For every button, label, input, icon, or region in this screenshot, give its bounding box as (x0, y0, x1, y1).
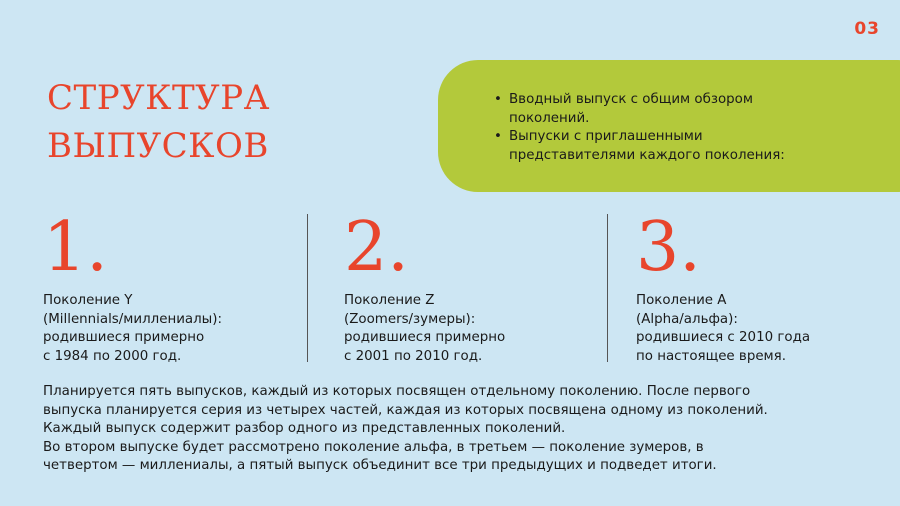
column-number: 1. (43, 208, 108, 287)
column-line: (Millennials/миллениалы): (43, 311, 222, 327)
column-line: (Zoomers/зумеры): (344, 311, 476, 327)
column-line: с 2001 по 2010 год. (344, 348, 483, 364)
page-number: 03 (854, 19, 880, 39)
highlight-list (494, 91, 824, 165)
column-line: с 1984 по 2000 год. (43, 348, 182, 364)
column-divider (607, 214, 608, 362)
column-number: 3. (636, 208, 701, 287)
summary-line: Во втором выпуске будет рассмотрено поколение альфа, в третьем — поколение зумеров, в (43, 439, 704, 455)
column-line: Поколение Y (43, 293, 133, 308)
column-line: Поколение A (636, 293, 727, 308)
column-line: Поколение Z (344, 293, 435, 308)
summary-line: Каждый выпуск содержит разбор одного из представленных поколений. (43, 421, 566, 436)
column-description (43, 292, 293, 366)
column-description (344, 292, 594, 366)
summary-paragraph (43, 383, 883, 476)
summary-line: Планируется пять выпусков, каждый из которых посвящен отдельному поколению. После первого (43, 384, 751, 399)
page-title-line-1: СТРУКТУРА (47, 78, 270, 118)
column-line: родившиеся примерно (43, 330, 205, 345)
generation-column-y (43, 208, 293, 366)
summary-line: выпуска планируется серия из четырех частей, каждая из которых посвящена одному из поколений. (43, 402, 768, 418)
generation-column-z (344, 208, 594, 366)
column-line: родившиеся с 2010 года (636, 330, 811, 345)
column-line: (Alpha/альфа): (636, 311, 738, 327)
column-description (636, 292, 886, 366)
generation-column-alpha (636, 208, 886, 366)
column-line: по настоящее время. (636, 348, 786, 364)
page-title (47, 74, 377, 170)
column-number: 2. (344, 208, 409, 287)
highlight-bullet: • Вводный выпуск с общим обзором поколений. (494, 91, 824, 128)
highlight-bullet: • Выпуски с приглашенными представителями каждого поколения: (494, 128, 824, 165)
summary-line: четвертом — миллениалы, а пятый выпуск объединит все три предыдущих и подведет итоги. (43, 458, 717, 473)
page-title-line-2: ВЫПУСКОВ (47, 126, 269, 166)
column-line: родившиеся примерно (344, 330, 506, 345)
highlight-box (438, 60, 900, 192)
column-divider (307, 214, 308, 362)
